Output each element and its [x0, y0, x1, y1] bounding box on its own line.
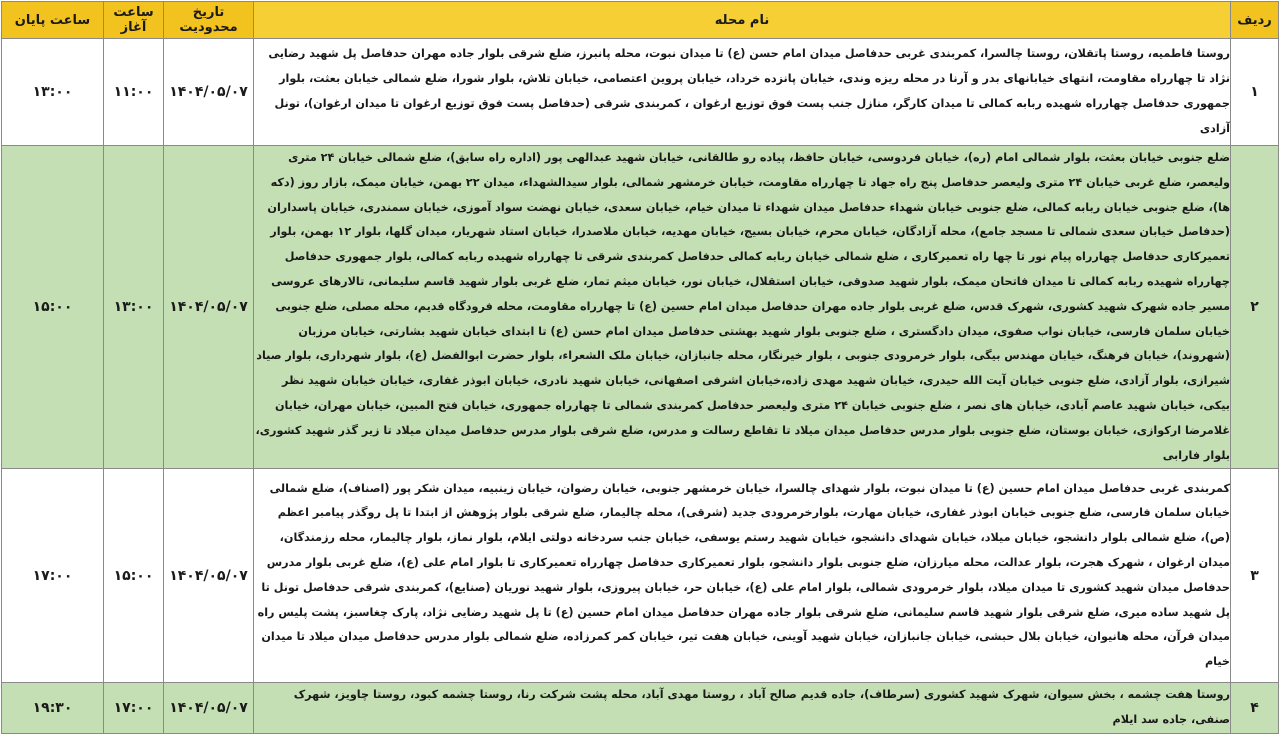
row-end-time: ۱۵:۰۰	[2, 146, 104, 469]
row-areas: روستا هفت چشمه ، بخش سیوان، شهرک شهید کشوری (سرطاف)، جاده قدیم صالح آباد ، روستا مهدی آباد، محله پشت شرکت رنا، روستا چشمه کبود، روستا چاویز، شهرک صنفی، جاده سد ایلام	[254, 683, 1231, 734]
row-date: ۱۴۰۴/۰۵/۰۷	[164, 469, 254, 683]
header-end-time: ساعت پایان	[2, 2, 104, 39]
table-row	[2, 146, 1279, 469]
row-start-time: ۱۱:۰۰	[104, 39, 164, 146]
row-start-time: ۱۳:۰۰	[104, 146, 164, 469]
row-start-time: ۱۷:۰۰	[104, 683, 164, 734]
header-row-number: ردیف	[1231, 2, 1279, 39]
row-date: ۱۴۰۴/۰۵/۰۷	[164, 39, 254, 146]
row-areas: روستا فاطمیه، روستا پاتقلان، روستا چالسرا، کمربندی غربی حدفاصل میدان امام حسن (ع) تا میدان نبوت، محله پانبرز، ضلع شرقی بلوار جاده مهران حدفاصل پل شهید رضایی نژاد تا چهارراه مقاومت، انتهای خیابانهای بدر و آرنا در محله ریزه وندی، خیابان پانزده خرداد، خیابان پروین اعتصامی، خیابان تلاش، بلوار شورا، ضلع شمالی خیابان بعثت، بلوار جمهوری حدفاصل چهارراه شهیده ربابه کمالی تا میدان کارگر، منازل جنب پست فوق توزیع ارغوان ، کمربندی شرقی (حدفاصل پست فوق توزیع ارغوان تا میدان ارغوان)، تونل آزادی	[254, 39, 1231, 146]
table-row	[2, 469, 1279, 683]
row-areas: ضلع جنوبی خیابان بعثت، بلوار شمالی امام (ره)، خیابان فردوسی، خیابان حافظ، پیاده رو طالقانی، خیابان شهید عبدالهی پور (اداره راه سابق)، ضلع شمالی خیابان ۲۴ متری ولیعصر، ضلع غربی خیابان ۲۴ متری ولیعصر حدفاصل پنج راه جهاد تا چهارراه مقاومت، خیابان خرمشهر شمالی، بلوار سیدالشهداء، میدان ۲۲ بهمن، خیابان میمک، بازار روز (دکه ها)، ضلع جنوبی خیابان ربابه کمالی، ضلع جنوبی خیابان شهداء حدفاصل میدان شهداء تا میدان خیام، خیابان سعدی، خیابان نهضت سواد آموزی، خیابان سمندری، خیابان پاسداران (حدفاصل خیابان سعدی شمالی تا مسجد جامع)، محله آزادگان، خیابان محرم، خیابان بسیج، خیابان مهدیه، خیابان ملاصدرا، خیابان استاد شهریار، میدان گلها، بلوار ۱۲ بهمن، بلوار تعمیرکاری حدفاصل چهارراه پیام نور تا چها راه تعمیرکاری ، ضلع شمالی خیابان ربابه کمالی حدفاصل کمربندی شرقی تا چهارراه شهیده ربابه کمالی، بلوار جمهوری حدفاصل چهارراه شهیده ربابه کمالی تا میدان فاتحان میمک، بلوار شهید صدوقی، خیابان استقلال، خیابان نور، خیابان میثم تمار، ضلع غربی بلوار شهید قاسم سلیمانی، تالارهای عروسی مسیر جاده شهرک شهید کشوری، شهرک قدس، ضلع غربی بلوار جاده مهران حدفاصل میدان امام حسین (ع) تا چهارراه مقاومت، محله فرودگاه قدیم، محله مصلی، ضلع جنوبی خیابان سلمان فارسی، خیابان نواب صفوی، میدان دادگستری ، ضلع جنوبی بلوار شهید بهشتی حدفاصل میدان امام حسن (ع) تا ابتدای خیابان شهید بشارتی، خیابان مرزبان (شهروند)، خیابان فرهنگ، خیابان مهندس بیگی، بلوار خرمرودی جنوبی ، بلوار خیرنگار، محله جانبازان، خیابان ملک الشعراء، بلوار حضرت ابوالفضل (ع)، بلوار شهرداری، بلوار صیاد شیرازی، بلوار آزادی، ضلع جنوبی خیابان آیت الله حیدری، خیابان شهید مهدی زاده،خیابان اشرفی اصفهانی، خیابان شهید نادری، خیابان ابوذر غفاری، خیابان خیابان شهید نظر بیکی، خیابان شهید عاصم آبادی، خیابان های نصر ، ضلع جنوبی خیابان ۲۴ متری ولیعصر حدفاصل کمربندی شمالی تا چهارراه جمهوری، خیابان فتح المبین، خیابان مهران، خیابان غلامرضا ارکوازی، خیابان بوستان، ضلع جنوبی بلوار مدرس حدفاصل میدان میلاد تا تقاطع رسالت و مدرس، ضلع شرقی بلوار مدرس حدفاصل میدان میلاد تا زیر گذر شهید کشوری، بلوار فارابی	[254, 146, 1231, 469]
table-header-row	[2, 2, 1279, 39]
row-areas: کمربندی غربی حدفاصل میدان امام حسین (ع) تا میدان نبوت، بلوار شهدای چالسرا، خیابان خرمشهر جنوبی، خیابان رضوان، خیابان زینبیه، میدان شکر پور (اصناف)، ضلع شمالی خیابان سلمان فارسی، ضلع جنوبی خیابان ابوذر غفاری، خیابان مهارت، بلوارخرمرودی جدید (شرقی)، محله چالیمار، ضلع شرقی بلوار پژوهش از ابتدا تا پل روگذر پیامبر اعظم (ص)، ضلع شمالی بلوار دانشجو، خیابان میلاد، خیابان شهدای دانشجو، خیابان شهید رستم یوسفی، خیابان جنب سردخانه دولتی ایلام، بلوار نماز، بلوار چالیمار، محله رزمندگان، میدان ارغوان ، شهرک هجرت، بلوار عدالت، محله میارزان، ضلع جنوبی بلوار دانشجو، بلوار تعمیرکاری حدفاصل چهارراه تعمیرکاری تا بلوار امام علی (ع)، ضلع غربی بلوار مدرس حدفاصل میدان شهید کشوری تا میدان میلاد، بلوار خرمرودی شمالی، بلوار امام علی (ع)، خیابان حر، خیابان پیروزی، بلوار شهید نوریان (صنایع)، کمربندی شرقی حدفاصل تونل تا پل شهید ساده میری، ضلع شرقی بلوار شهید قاسم سلیمانی، ضلع شرقی بلوار جاده مهران حدفاصل میدان امام حسین (ع) تا پل شهید رضایی نژاد، پارک چغاسبز، پشت پلیس راه میدان قرآن، محله هانیوان، خیابان بلال حبشی، خیابان جانبازان، خیابان شهید آوینی، خیابان هفت تیر، خیابان کمر کمرزاده، ضلع شمالی بلوار مدرس حدفاصل میدان میلاد تا میدان خیام	[254, 469, 1231, 683]
outage-schedule-table	[1, 1, 1279, 734]
row-end-time: ۱۷:۰۰	[2, 469, 104, 683]
header-area-name: نام محله	[254, 2, 1231, 39]
row-date: ۱۴۰۴/۰۵/۰۷	[164, 146, 254, 469]
row-number: ۲	[1231, 146, 1279, 469]
table-row	[2, 683, 1279, 734]
row-date: ۱۴۰۴/۰۵/۰۷	[164, 683, 254, 734]
row-start-time: ۱۵:۰۰	[104, 469, 164, 683]
row-number: ۳	[1231, 469, 1279, 683]
row-end-time: ۱۳:۰۰	[2, 39, 104, 146]
header-restriction-date: تاریخ محدودیت	[164, 2, 254, 39]
table-row	[2, 39, 1279, 146]
row-end-time: ۱۹:۳۰	[2, 683, 104, 734]
header-start-time: ساعت آغاز	[104, 2, 164, 39]
row-number: ۴	[1231, 683, 1279, 734]
row-number: ۱	[1231, 39, 1279, 146]
